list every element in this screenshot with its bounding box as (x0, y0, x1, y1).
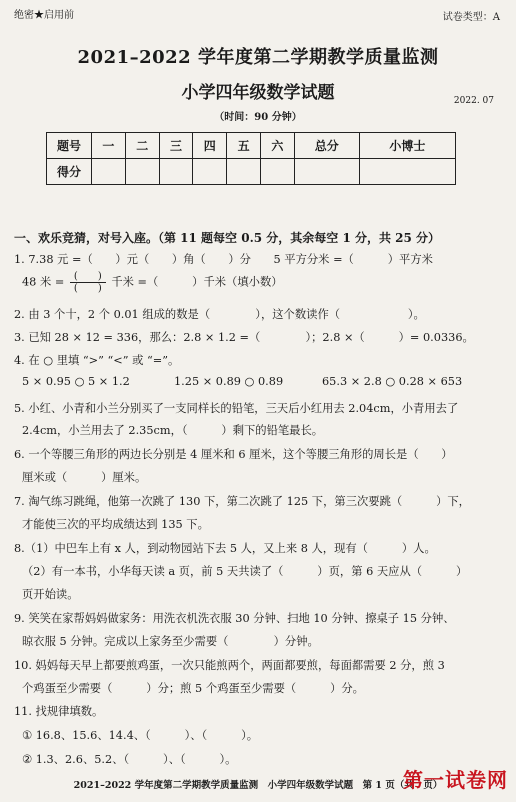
question-4a: 5 × 0.95 ○ 5 × 1.2 (22, 375, 130, 388)
question-4: 4. 在 ○ 里填 “>” “<” 或 “=”。 (14, 354, 180, 367)
question-9a: 9. 笑笑在家帮妈妈做家务：用洗衣机洗衣服 30 分钟、扫地 10 分钟、擦桌子 15 分钟、 (14, 612, 455, 625)
score-header-cell: 六 (260, 133, 294, 159)
score-table-header-row (47, 133, 456, 159)
score-cell[interactable] (227, 159, 261, 185)
exam-title: 2021–2022 学年度第二学期教学质量监测 (77, 47, 439, 68)
question-8b: （2）有一本书，小华每天读 a 页，前 5 天共读了（ ）页，第 6 天应从（ ） (22, 565, 468, 578)
paper-type-label: 试卷类型：A (442, 12, 500, 23)
question-5b: 2.4cm，小兰用去了 2.35cm，（ ）剩下的铅笔最长。 (22, 424, 324, 437)
score-header-cell: 二 (125, 133, 159, 159)
question-11b: ② 1.3、2.6、5.2、（ ）、（ ）。 (22, 753, 237, 766)
question-7a: 7. 淘气练习跳绳，他第一次跳了 130 下，第二次跳了 125 下，第三次要跳（ ）下， (14, 495, 470, 508)
question-1b (22, 271, 283, 294)
score-row-label: 得分 (47, 159, 92, 185)
question-6b: 厘米或（ ）厘米。 (22, 471, 147, 484)
question-10a: 10. 妈妈每天早上都要煎鸡蛋，一次只能煎两个，两面都要煎，每面都需要 2 分，煎 3 (14, 659, 445, 672)
score-table-score-row (47, 159, 456, 185)
question-6a: 6. 一个等腰三角形的两边长分别是 4 厘米和 6 厘米，这个等腰三角形的周长是（ ） (14, 448, 453, 461)
score-cell[interactable] (260, 159, 294, 185)
section1-title: 一、欢乐竞猜，对号入座。（第 11 题每空 0.5 分，其余每空 1 分，共 25 分） (14, 231, 441, 245)
score-header-cell: 题号 (47, 133, 92, 159)
question-8c: 页开始读。 (22, 588, 79, 601)
exam-time: （时间：90 分钟） (214, 112, 302, 123)
exam-date: 2022. 07 (453, 96, 494, 106)
score-header-cell: 一 (92, 133, 126, 159)
secret-label: 绝密★启用前 (14, 10, 74, 21)
score-cell[interactable] (125, 159, 159, 185)
score-header-cell: 小博士 (359, 133, 455, 159)
question-11: 11. 找规律填数。 (14, 705, 104, 718)
question-1b-prefix: 48 米 = (22, 275, 65, 289)
site-watermark: 第一试卷网 (403, 768, 508, 792)
question-10b: 个鸡蛋至少需要（ ）分；煎 5 个鸡蛋至少需要（ ）分。 (22, 682, 364, 695)
score-cell[interactable] (193, 159, 227, 185)
question-11a: ① 16.8、15.6、14.4、（ ）、（ ）。 (22, 729, 259, 742)
score-header-cell: 五 (227, 133, 261, 159)
question-8a: 8.（1）中巴车上有 x 人，到动物园站下去 5 人，又上来 8 人，现有（ ）人。 (14, 542, 436, 555)
score-header-cell: 四 (193, 133, 227, 159)
score-cell[interactable] (294, 159, 359, 185)
question-3: 3. 已知 28 × 12 = 336，那么：2.8 × 1.2 =（ ）；2.8 ×（ ）= 0.0336。 (14, 331, 474, 344)
question-5a: 5. 小红、小青和小兰分别买了一支同样长的铅笔，三天后小红用去 2.04cm，小青用去了 (14, 402, 459, 415)
question-2: 2. 由 3 个十，2 个 0.01 组成的数是（ ），这个数读作（ ）。 (14, 308, 425, 321)
question-4b: 1.25 × 0.89 ○ 0.89 (174, 375, 284, 388)
question-7b: 才能使三次的平均成绩达到 135 下。 (22, 518, 209, 531)
score-cell[interactable] (159, 159, 193, 185)
fraction-blank (70, 271, 106, 294)
question-1b-suffix: 千米 =（ ）千米（填小数） (111, 275, 283, 289)
fraction-denominator[interactable]: ( ) (73, 283, 102, 294)
exam-subtitle: 小学四年级数学试题 (181, 83, 335, 103)
question-1a: 1. 7.38 元 =（ ）元（ ）角（ ）分 5 平方分米 =（ ）平方米 (14, 253, 433, 266)
fraction-numerator[interactable]: ( ) (70, 271, 106, 283)
score-header-cell: 总分 (294, 133, 359, 159)
score-header-cell: 三 (159, 133, 193, 159)
score-table (46, 132, 456, 185)
question-4c: 65.3 × 2.8 ○ 0.28 × 653 (322, 375, 463, 388)
score-cell[interactable] (359, 159, 455, 185)
question-9b: 晾衣服 5 分钟。完成以上家务至少需要（ ）分钟。 (22, 635, 319, 648)
score-cell[interactable] (92, 159, 126, 185)
page-footer: 2021–2022 学年度第二学期教学质量监测 小学四年级数学试题 第 1 页（共 页） (73, 780, 443, 791)
